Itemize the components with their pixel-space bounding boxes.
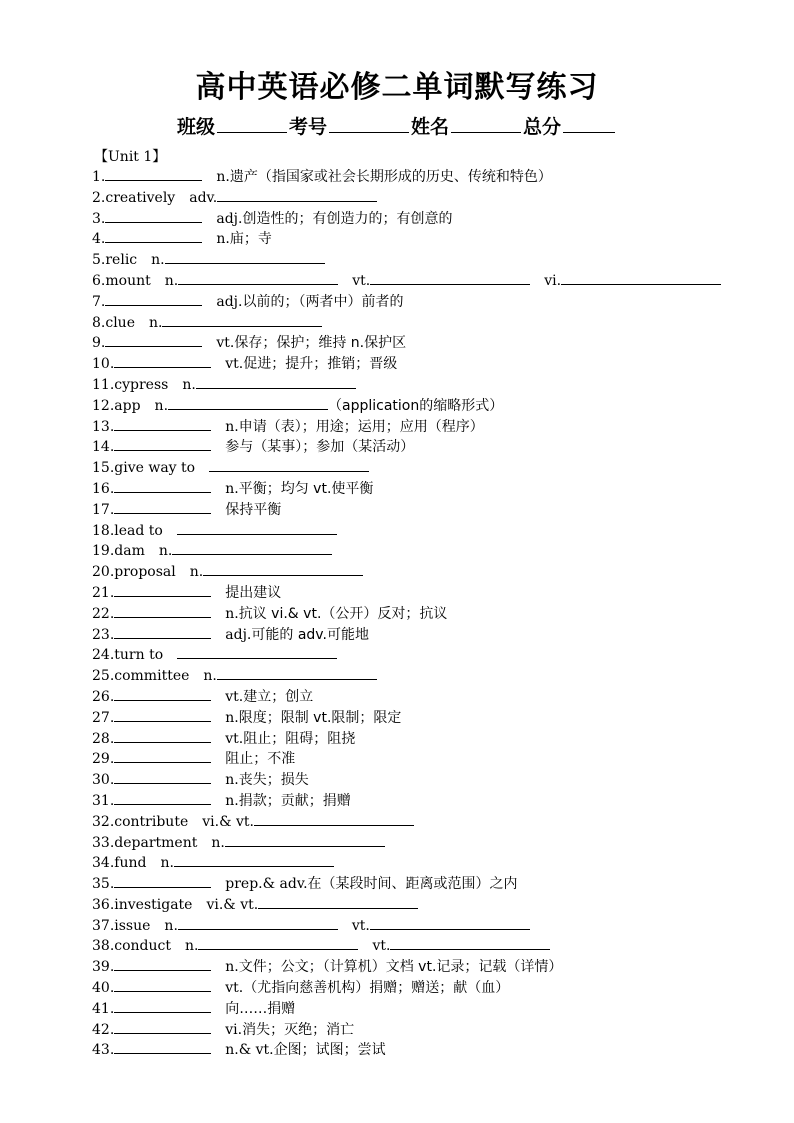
chinese-meaning: 企图；试图；尝试 bbox=[273, 1042, 386, 1059]
part-of-speech: n. bbox=[225, 418, 239, 435]
part-of-speech: prep.& adv. bbox=[225, 876, 308, 893]
item-number: 6. bbox=[92, 272, 106, 289]
answer-blank[interactable] bbox=[177, 520, 337, 535]
english-word: issue bbox=[114, 917, 151, 934]
item-number: 5. bbox=[92, 252, 106, 269]
answer-blank[interactable] bbox=[217, 187, 377, 202]
vocab-row bbox=[92, 270, 772, 291]
vocab-row bbox=[92, 582, 772, 603]
answer-blank[interactable] bbox=[105, 228, 202, 243]
answer-blank[interactable] bbox=[198, 935, 358, 950]
answer-blank[interactable] bbox=[178, 915, 338, 930]
answer-blank[interactable] bbox=[390, 935, 550, 950]
vocab-row bbox=[92, 707, 772, 728]
answer-blank[interactable] bbox=[114, 769, 211, 784]
answer-blank[interactable] bbox=[168, 395, 328, 410]
item-number: 16. bbox=[92, 480, 115, 497]
english-word: clue bbox=[105, 314, 135, 331]
answer-blank[interactable] bbox=[114, 582, 211, 597]
part-of-speech: vi.& vt. bbox=[206, 896, 259, 913]
chinese-meaning: 抗议 vi.& vt.（公开）反对；抗议 bbox=[238, 605, 448, 622]
answer-blank[interactable] bbox=[196, 374, 356, 389]
part-of-speech: n. bbox=[225, 772, 239, 789]
item-number: 15. bbox=[92, 460, 115, 477]
answer-blank[interactable] bbox=[114, 436, 211, 451]
item-number: 30. bbox=[92, 772, 115, 789]
answer-blank[interactable] bbox=[114, 790, 211, 805]
part-of-speech: n. bbox=[164, 917, 178, 934]
item-number: 26. bbox=[92, 688, 115, 705]
vocab-row bbox=[92, 291, 772, 312]
part-of-speech: n. bbox=[189, 564, 204, 581]
part-of-speech: n. bbox=[203, 668, 217, 685]
part-of-speech: vi.& vt. bbox=[202, 813, 254, 830]
chinese-meaning: 申请（表）；用途；运用；应用（程序） bbox=[238, 418, 484, 435]
english-word: cypress bbox=[114, 376, 169, 393]
chinese-meaning: 平衡；均匀 vt.使平衡 bbox=[238, 480, 374, 497]
vocab-row bbox=[92, 166, 772, 187]
answer-blank[interactable] bbox=[209, 457, 369, 472]
part-of-speech: adj. bbox=[225, 626, 252, 643]
vocab-row bbox=[92, 977, 772, 998]
vocab-row bbox=[92, 769, 772, 790]
chinese-meaning: 文件；公文；（计算机）文档 vt.记录；记载（详情） bbox=[238, 959, 563, 976]
item-number: 19. bbox=[92, 543, 115, 560]
part-of-speech: vt. bbox=[225, 688, 244, 705]
part-of-speech: vt. bbox=[352, 272, 371, 289]
item-number: 12. bbox=[92, 397, 115, 414]
english-word: creatively bbox=[105, 189, 176, 206]
english-word: lead to bbox=[114, 522, 163, 539]
part-of-speech: n. bbox=[225, 709, 239, 726]
chinese-meaning: 阻止；不准 bbox=[225, 751, 296, 768]
answer-blank[interactable] bbox=[114, 624, 211, 639]
part-of-speech: vt. bbox=[372, 938, 391, 955]
vocab-row bbox=[92, 998, 772, 1019]
item-number: 28. bbox=[92, 730, 115, 747]
english-word: committee bbox=[114, 668, 190, 685]
answer-blank[interactable] bbox=[225, 832, 385, 847]
vocab-row bbox=[92, 728, 772, 749]
part-of-speech: vt. bbox=[225, 356, 244, 373]
vocab-row bbox=[92, 1019, 772, 1040]
english-word: fund bbox=[114, 855, 147, 872]
part-of-speech: adj. bbox=[216, 210, 243, 227]
part-of-speech: n. bbox=[225, 605, 239, 622]
answer-blank[interactable] bbox=[105, 291, 202, 306]
item-number: 37. bbox=[92, 917, 115, 934]
item-number: 35. bbox=[92, 876, 115, 893]
exam-number-label: 考号 bbox=[288, 116, 327, 138]
part-of-speech: vt. bbox=[225, 980, 244, 997]
item-number: 22. bbox=[92, 605, 115, 622]
part-of-speech: n. bbox=[225, 959, 239, 976]
answer-blank[interactable] bbox=[114, 998, 211, 1013]
answer-blank[interactable] bbox=[370, 915, 530, 930]
vocab-row bbox=[92, 416, 772, 437]
english-word: app bbox=[114, 397, 141, 414]
item-number: 1. bbox=[92, 169, 106, 185]
item-number: 42. bbox=[92, 1021, 115, 1038]
chinese-meaning: 促进；提升；推销；晋级 bbox=[243, 356, 398, 373]
answer-blank[interactable] bbox=[217, 665, 377, 680]
item-number: 4. bbox=[92, 231, 106, 248]
vocab-row bbox=[92, 1039, 772, 1060]
score-field[interactable] bbox=[563, 114, 615, 133]
item-number: 39. bbox=[92, 959, 115, 976]
item-number: 10. bbox=[92, 356, 115, 373]
vocab-row bbox=[92, 374, 772, 395]
chinese-meaning: 提出建议 bbox=[225, 584, 282, 601]
vocab-row bbox=[92, 894, 772, 915]
unit-heading: 【Unit 1】 bbox=[94, 149, 167, 165]
english-word: dam bbox=[114, 543, 145, 560]
item-number: 18. bbox=[92, 522, 115, 539]
item-number: 17. bbox=[92, 501, 115, 518]
chinese-meaning: 阻止；阻碍；阻挠 bbox=[243, 730, 356, 747]
answer-blank[interactable] bbox=[165, 249, 325, 264]
item-number: 33. bbox=[92, 834, 115, 851]
part-of-speech: n. bbox=[160, 855, 174, 872]
part-of-speech: n. bbox=[158, 543, 173, 560]
answer-blank[interactable] bbox=[561, 270, 721, 285]
answer-blank[interactable] bbox=[172, 540, 332, 555]
answer-blank[interactable] bbox=[105, 166, 202, 181]
item-number: 23. bbox=[92, 626, 115, 643]
chinese-meaning: 丧失；损失 bbox=[238, 772, 309, 789]
name-field[interactable] bbox=[451, 114, 521, 133]
part-of-speech: vt. bbox=[351, 917, 370, 934]
vocab-row bbox=[92, 312, 772, 333]
item-number: 32. bbox=[92, 813, 115, 830]
note-text: （application的缩略形式） bbox=[328, 397, 504, 414]
answer-blank[interactable] bbox=[114, 416, 211, 431]
part-of-speech: n. bbox=[225, 792, 239, 809]
part-of-speech: vt. bbox=[216, 335, 235, 352]
chinese-meaning: 遗产（指国家或社会长期形成的历史、传统和特色） bbox=[229, 169, 552, 185]
item-number: 14. bbox=[92, 439, 115, 456]
part-of-speech: n. bbox=[182, 376, 196, 393]
answer-blank[interactable] bbox=[114, 1019, 211, 1034]
answer-blank[interactable] bbox=[105, 208, 202, 223]
name-label: 姓名 bbox=[411, 116, 450, 138]
vocab-row bbox=[92, 540, 772, 561]
vocab-row bbox=[92, 624, 772, 645]
item-number: 11. bbox=[92, 376, 115, 393]
english-word: conduct bbox=[114, 938, 171, 955]
answer-blank[interactable] bbox=[105, 332, 202, 347]
class-field[interactable] bbox=[217, 114, 287, 133]
answer-blank[interactable] bbox=[178, 270, 338, 285]
vocab-row bbox=[92, 499, 772, 520]
chinese-meaning: 捐款；贡献；捐赠 bbox=[238, 792, 351, 809]
vocab-row bbox=[92, 208, 772, 229]
vocab-row bbox=[92, 790, 772, 811]
part-of-speech: n. bbox=[164, 272, 179, 289]
chinese-meaning: 庙；寺 bbox=[229, 231, 272, 248]
answer-blank[interactable] bbox=[114, 499, 211, 514]
answer-blank[interactable] bbox=[177, 644, 337, 659]
answer-blank[interactable] bbox=[114, 707, 211, 722]
chinese-meaning: 创造性的；有创造力的；有创意的 bbox=[242, 210, 453, 227]
part-of-speech: adj. bbox=[216, 293, 243, 310]
chinese-meaning: 向……捐赠 bbox=[225, 1000, 296, 1017]
chinese-meaning: 以前的；（两者中）前者的 bbox=[242, 293, 404, 310]
chinese-meaning: 参与（某事）；参加（某活动） bbox=[225, 439, 415, 456]
answer-blank[interactable] bbox=[254, 811, 414, 826]
answer-blank[interactable] bbox=[258, 894, 418, 909]
vocab-row bbox=[92, 395, 772, 416]
vocab-row bbox=[92, 873, 772, 894]
answer-blank[interactable] bbox=[114, 353, 211, 368]
answer-blank[interactable] bbox=[114, 977, 211, 992]
part-of-speech: n. bbox=[151, 252, 165, 269]
answer-blank[interactable] bbox=[114, 873, 211, 888]
vocab-row bbox=[92, 353, 772, 374]
item-number: 9. bbox=[92, 335, 106, 352]
item-number: 13. bbox=[92, 418, 115, 435]
english-word: relic bbox=[105, 252, 138, 269]
english-word: investigate bbox=[114, 896, 193, 913]
chinese-meaning: 在（某段时间、距离或范围）之内 bbox=[307, 876, 518, 893]
vocab-row bbox=[92, 852, 772, 873]
english-word: turn to bbox=[114, 647, 164, 664]
part-of-speech: vi. bbox=[225, 1021, 243, 1038]
item-number: 41. bbox=[92, 1000, 115, 1017]
english-word: mount bbox=[105, 272, 151, 289]
part-of-speech: n. bbox=[216, 231, 230, 248]
item-number: 40. bbox=[92, 980, 115, 997]
answer-blank[interactable] bbox=[114, 748, 211, 763]
vocab-row bbox=[92, 748, 772, 769]
item-number: 8. bbox=[92, 314, 106, 331]
vocab-row bbox=[92, 686, 772, 707]
worksheet-title: 高中英语必修二单词默写练习 bbox=[195, 70, 599, 105]
vocab-row bbox=[92, 457, 772, 478]
chinese-meaning: 保存；保护；维持 n.保护区 bbox=[234, 335, 407, 352]
part-of-speech: adv. bbox=[189, 189, 218, 206]
part-of-speech: vi. bbox=[544, 272, 562, 289]
exam-number-field[interactable] bbox=[329, 114, 409, 133]
vocab-row bbox=[92, 249, 772, 270]
vocab-list bbox=[92, 166, 772, 1060]
part-of-speech: n.& vt. bbox=[225, 1042, 274, 1059]
vocab-row bbox=[92, 644, 772, 665]
part-of-speech: n. bbox=[225, 480, 239, 497]
vocab-row bbox=[92, 561, 772, 582]
english-word: department bbox=[114, 834, 198, 851]
item-number: 24. bbox=[92, 647, 115, 664]
item-number: 29. bbox=[92, 751, 115, 768]
student-info-line bbox=[0, 112, 794, 139]
vocab-row bbox=[92, 665, 772, 686]
answer-blank[interactable] bbox=[203, 561, 363, 576]
item-number: 20. bbox=[92, 564, 115, 581]
chinese-meaning: 可能的 adv.可能地 bbox=[251, 626, 369, 643]
score-label: 总分 bbox=[523, 116, 562, 138]
answer-blank[interactable] bbox=[114, 478, 211, 493]
item-number: 2. bbox=[92, 189, 106, 206]
item-number: 38. bbox=[92, 938, 115, 955]
vocab-row bbox=[92, 436, 772, 457]
part-of-speech: vt. bbox=[225, 730, 244, 747]
item-number: 27. bbox=[92, 709, 115, 726]
answer-blank[interactable] bbox=[114, 728, 211, 743]
vocab-row bbox=[92, 811, 772, 832]
answer-blank[interactable] bbox=[370, 270, 530, 285]
item-number: 7. bbox=[92, 293, 106, 310]
vocab-row bbox=[92, 228, 772, 249]
vocab-row bbox=[92, 478, 772, 499]
part-of-speech: n. bbox=[216, 169, 230, 185]
item-number: 43. bbox=[92, 1042, 115, 1059]
item-number: 31. bbox=[92, 792, 115, 809]
chinese-meaning: 建立；创立 bbox=[243, 688, 314, 705]
part-of-speech: n. bbox=[154, 397, 169, 414]
vocab-row bbox=[92, 332, 772, 353]
answer-blank[interactable] bbox=[114, 956, 211, 971]
vocab-row bbox=[92, 915, 772, 936]
vocab-row bbox=[92, 956, 772, 977]
vocab-row bbox=[92, 603, 772, 624]
item-number: 25. bbox=[92, 668, 115, 685]
chinese-meaning: 保持平衡 bbox=[225, 501, 282, 518]
vocab-row bbox=[92, 187, 772, 208]
vocab-row bbox=[92, 832, 772, 853]
item-number: 21. bbox=[92, 584, 115, 601]
vocab-row bbox=[92, 935, 772, 956]
answer-blank[interactable] bbox=[114, 686, 211, 701]
answer-blank[interactable] bbox=[174, 852, 334, 867]
class-label: 班级 bbox=[176, 116, 215, 138]
chinese-meaning: （尤指向慈善机构）捐赠；赠送；献（血） bbox=[243, 980, 510, 997]
item-number: 34. bbox=[92, 855, 115, 872]
answer-blank[interactable] bbox=[162, 312, 322, 327]
english-word: proposal bbox=[114, 564, 176, 581]
item-number: 36. bbox=[92, 896, 115, 913]
part-of-speech: n. bbox=[148, 314, 163, 331]
part-of-speech: n. bbox=[211, 834, 225, 851]
chinese-meaning: 消失；灭绝；消亡 bbox=[242, 1021, 355, 1038]
item-number: 3. bbox=[92, 210, 106, 227]
part-of-speech: n. bbox=[185, 938, 199, 955]
vocab-row bbox=[92, 520, 772, 541]
english-word: give way to bbox=[114, 460, 196, 477]
chinese-meaning: 限度；限制 vt.限制；限定 bbox=[238, 709, 402, 726]
answer-blank[interactable] bbox=[114, 603, 211, 618]
answer-blank[interactable] bbox=[114, 1039, 211, 1054]
english-word: contribute bbox=[114, 813, 189, 830]
